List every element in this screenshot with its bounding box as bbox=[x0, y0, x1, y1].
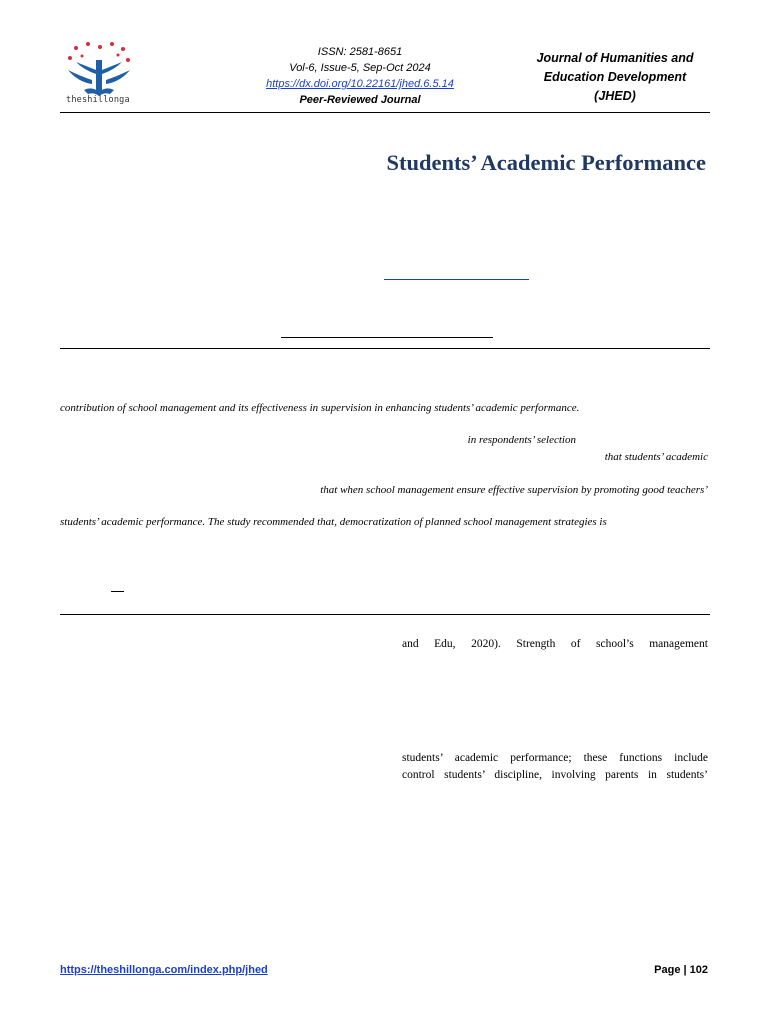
keyword-dash bbox=[111, 591, 124, 592]
header-center-block bbox=[250, 44, 470, 108]
doi-link[interactable]: https://dx.doi.org/10.22161/jhed.6.5.14 bbox=[266, 78, 454, 90]
journal-name-line-1: Journal of Humanities and bbox=[536, 51, 694, 65]
abstract-top-divider bbox=[60, 348, 710, 349]
header-divider bbox=[60, 112, 710, 113]
journal-name-line-3: (JHED) bbox=[594, 89, 636, 103]
body-paragraph-1: and Edu, 2020). Strength of school’s management bbox=[402, 638, 708, 650]
abstract-line-3: that students’ academic bbox=[604, 451, 708, 463]
journal-name-line-2: Education Development bbox=[543, 70, 687, 84]
abstract-line-5: students’ academic performance. The study recommended that, democratization of planned school management strategies is bbox=[60, 516, 607, 528]
page-number: Page | 102 bbox=[654, 964, 708, 976]
peer-reviewed-label: Peer-Reviewed Journal bbox=[299, 94, 421, 106]
article-title: Students’ Academic Performance bbox=[386, 150, 706, 175]
logo-wordmark: theshillonga bbox=[66, 95, 130, 105]
abstract-bottom-divider bbox=[60, 614, 710, 615]
email-link-underline[interactable] bbox=[384, 279, 529, 280]
issn-text: ISSN: 2581-8651 bbox=[317, 46, 403, 58]
body-paragraph-2-line-1: students’ academic performance; these functions include bbox=[402, 752, 708, 764]
short-divider bbox=[281, 337, 493, 338]
abstract-line-4: that when school management ensure effective supervision by promoting good teachers’ bbox=[320, 484, 708, 496]
journal-name-block bbox=[520, 49, 710, 106]
volume-text: Vol-6, Issue-5, Sep-Oct 2024 bbox=[289, 62, 431, 74]
abstract-line-2: in respondents’ selection bbox=[467, 434, 576, 446]
body-paragraph-2-line-2: control students’ discipline, involving parents in students’ bbox=[402, 769, 708, 781]
abstract-line-1: contribution of school management and its effectiveness in supervision in enhancing students’ academic performance. bbox=[60, 402, 580, 414]
footer-journal-url[interactable]: https://theshillonga.com/index.php/jhed bbox=[60, 964, 268, 976]
